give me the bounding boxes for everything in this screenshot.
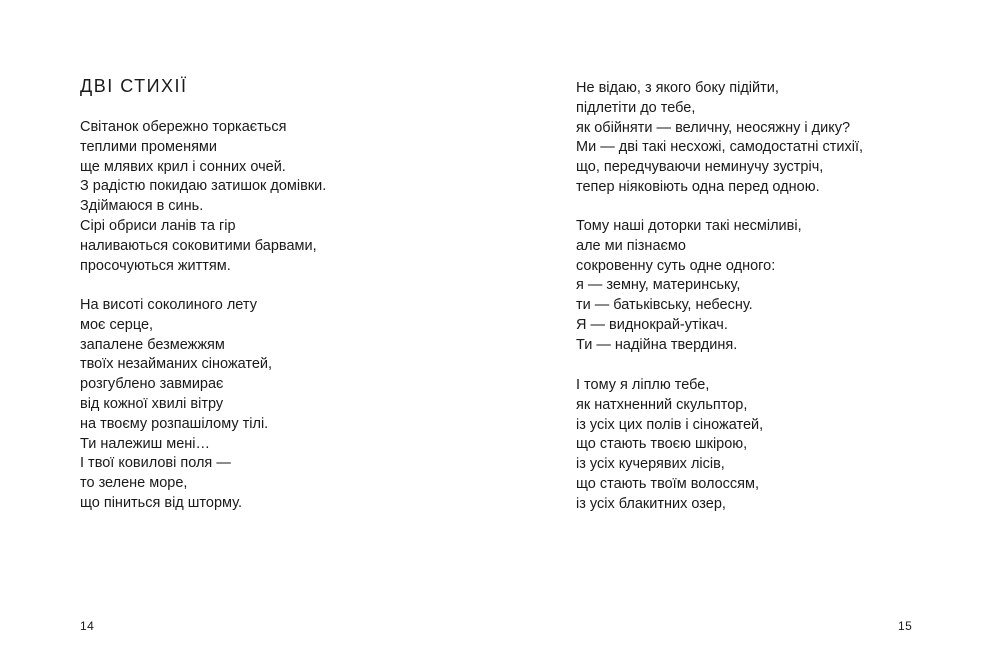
poem-line: Не відаю, з якого боку підійти, <box>576 80 779 96</box>
page-number: 14 <box>80 619 95 633</box>
page-number: 15 <box>898 619 913 633</box>
stanza <box>576 217 802 356</box>
poem-line: моє серце, <box>80 316 154 333</box>
poem-line: сокровенну суть одне одного: <box>576 257 776 274</box>
poem-line: розгублено завмирає <box>80 376 224 393</box>
poem-line: підлетіти до тебе, <box>576 99 696 116</box>
poem-line: як обійняти — величну, неосяжну і дику? <box>576 119 851 136</box>
poem-line: що піниться від шторму. <box>80 494 242 511</box>
poem-line: На висоті соколиного лету <box>80 297 257 313</box>
poem-line: І твої ковилові поля — <box>80 455 231 472</box>
poem-line: просочуються життям. <box>80 257 231 274</box>
poem-line: І тому я ліплю тебе, <box>576 377 710 393</box>
poem-line: наливаються соковитими барвами, <box>80 237 317 254</box>
poem-line: теплими променями <box>80 138 217 155</box>
poem-line: Ти належиш мені… <box>80 435 211 452</box>
stanza <box>576 79 863 198</box>
poem-line: що стають твоїм волоссям, <box>576 475 760 492</box>
stanza <box>80 118 326 276</box>
poem-line: ти — батьківську, небесну. <box>576 297 753 314</box>
poem-line: як натхненний скульптор, <box>576 396 748 413</box>
poem-line: від кожної хвилі вітру <box>80 395 224 412</box>
poem-line: на твоєму розпашілому тілі. <box>80 415 269 432</box>
poem-line: Ми — дві такі несхожі, самодостатні стихії, <box>576 139 864 156</box>
right-page <box>495 0 991 672</box>
poem-line: що стають твоєю шкірою, <box>576 436 748 453</box>
poem-line: Я — виднокрай-утікач. <box>576 316 728 333</box>
poem-title: ДВІ СТИХІЇ <box>80 76 188 96</box>
poem-line: Сірі обриси ланів та гір <box>80 217 236 234</box>
poem-line: запалене безмежжям <box>80 336 225 353</box>
poem-line: із усіх цих полів і сіножатей, <box>576 416 764 433</box>
poem-line: я — земну, материнську, <box>576 277 741 294</box>
poem-line: із усіх кучерявих лісів, <box>576 456 725 473</box>
poem-line: тепер ніяковіють одна перед одною. <box>576 178 820 195</box>
poem-line: Тому наші доторки такі несміливі, <box>576 218 802 234</box>
poem-line: З радістю покидаю затишок домівки. <box>80 178 327 195</box>
poem-line: ще млявих крил і сонних очей. <box>80 158 286 175</box>
poem-line: із усіх блакитних озер, <box>576 495 726 512</box>
left-page <box>0 0 495 672</box>
poem-line: що, передчуваючи неминучу зустріч, <box>576 159 824 176</box>
stanza <box>576 376 763 515</box>
poem-line: то зелене море, <box>80 475 188 492</box>
stanza <box>80 296 272 514</box>
poem-line: Ти — надійна твердиня. <box>576 336 738 353</box>
poem-line: але ми пізнаємо <box>576 237 686 254</box>
poem-line: твоїх незайманих сіножатей, <box>80 356 273 373</box>
poem-line: Здіймаюся в синь. <box>80 198 204 215</box>
poem-line: Світанок обережно торкається <box>80 119 287 135</box>
